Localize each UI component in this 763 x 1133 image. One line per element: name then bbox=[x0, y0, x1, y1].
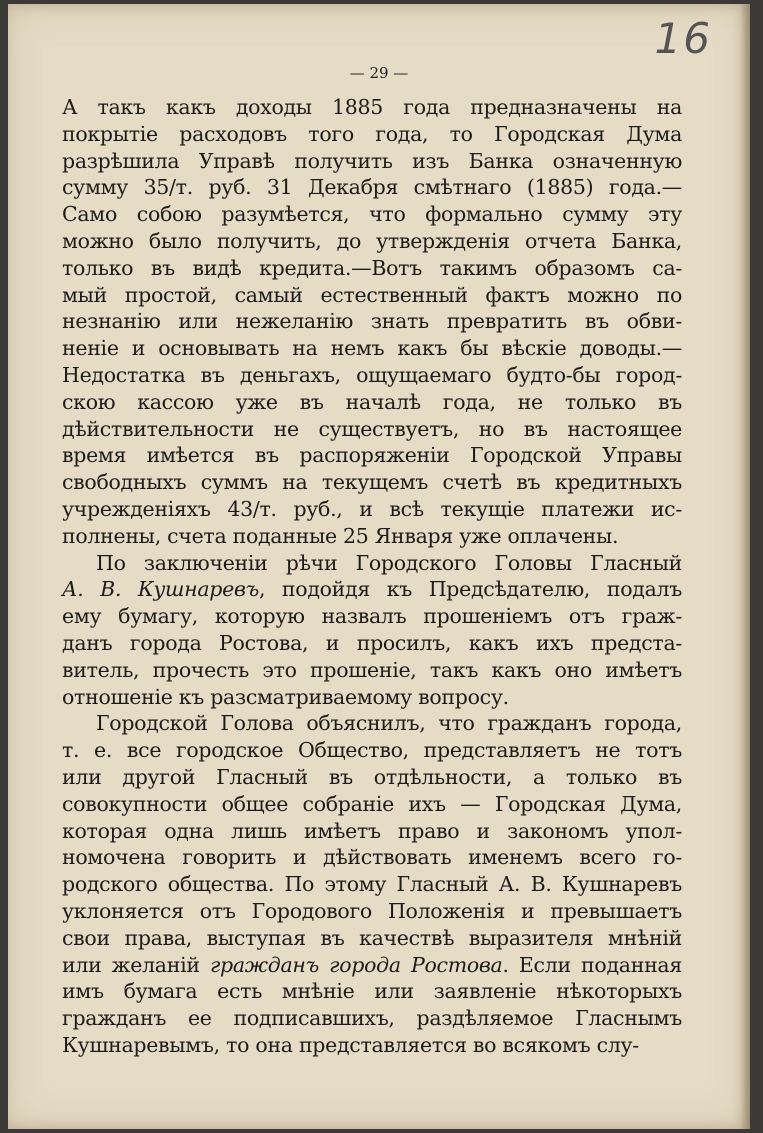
text-line: незнанію или нежеланію знать превратить въ обви- bbox=[62, 309, 682, 334]
page-number: — 29 — bbox=[349, 64, 409, 82]
text-line: учрежденіяхъ 43/т. руб., и всѣ текущіе платежи ис- bbox=[62, 496, 682, 521]
text-line: Недостатка въ деньгахъ, ощущаемаго будто-бы город- bbox=[62, 362, 682, 387]
text-line: мый простой, самый естественный фактъ можно по bbox=[62, 282, 682, 307]
text-line: Кушнаревымъ, то она представляется во всякомъ слу- bbox=[62, 1032, 639, 1057]
handwritten-folio-number: 16 bbox=[654, 14, 712, 63]
text-line: сумму 35/т. руб. 31 Декабря смѣтнаго (1885) года.— bbox=[62, 175, 682, 200]
text-line: отношеніе къ разсматриваемому вопросу. bbox=[62, 684, 509, 709]
document-page bbox=[8, 4, 750, 1129]
text-line: или другой Гласный въ отдѣльности, а только въ bbox=[62, 764, 682, 789]
text-line: свободныхъ суммъ на текущемъ счетѣ въ кредитныхъ bbox=[62, 470, 682, 495]
text-line: которая одна лишь имѣетъ право и закономъ упол- bbox=[62, 818, 682, 843]
page-edge-shadow bbox=[740, 4, 750, 1129]
text-line: имъ бумага есть мнѣніе или заявленіе нѣкоторыхъ bbox=[62, 979, 682, 1004]
text-line: полнены, счета поданные 25 Января уже оплачены. bbox=[62, 523, 619, 548]
text-line: совокупности общее собраніе ихъ — Городская Дума, bbox=[62, 791, 682, 816]
text-line: неніе и основывать на немъ какъ бы вѣскіе доводы.— bbox=[62, 336, 682, 361]
text-line: уклоняется отъ Городового Положенія и превышаетъ bbox=[62, 898, 682, 923]
text-line: гражданъ ее подписавшихъ, раздѣляемое Гласнымъ bbox=[62, 1006, 682, 1031]
text-line: Городской Голова объяснилъ, что гражданъ города, bbox=[96, 711, 682, 736]
text-line: время имѣется въ распоряженіи Городской Управы bbox=[62, 443, 682, 468]
text-line: или желаній гражданъ города Ростова. Если поданная bbox=[62, 952, 682, 977]
text-line: разрѣшила Управѣ получить изъ Банка означенную bbox=[62, 148, 682, 173]
text-line: ему бумагу, которую назвалъ прошеніемъ отъ граж- bbox=[62, 604, 682, 629]
text-line: А такъ какъ доходы 1885 года предназначены на bbox=[62, 95, 682, 119]
text-line: родского общества. По этому Гласный А. В. Кушнаревъ bbox=[62, 872, 682, 897]
text-line: По заключеніи рѣчи Городского Головы Гласный bbox=[96, 550, 682, 575]
text-line: Само собою разумѣется, что формально сумму эту bbox=[62, 202, 682, 227]
text-line: А. В. Кушнаревъ, подойдя къ Предсѣдателю, подалъ bbox=[62, 577, 682, 602]
text-line: витель, прочесть это прошеніе, такъ какъ оно имѣетъ bbox=[62, 657, 682, 682]
text-line: т. е. все городское Общество, представляетъ не тотъ bbox=[62, 738, 682, 763]
text-line: дѣйствительности не существуетъ, но въ настоящее bbox=[62, 416, 682, 441]
text-line: номочена говорить и дѣйствовать именемъ всего го- bbox=[62, 845, 682, 870]
text-line: можно было получить, до утвержденія отчета Банка, bbox=[62, 228, 682, 253]
text-line: свои права, выступая въ качествѣ выразителя мнѣній bbox=[62, 925, 682, 950]
text-line: данъ города Ростова, и просилъ, какъ ихъ предста- bbox=[62, 630, 682, 655]
text-line: только въ видѣ кредита.—Вотъ такимъ образомъ са- bbox=[62, 255, 682, 280]
body-text bbox=[62, 94, 682, 1059]
text-line: покрытіе расходовъ того года, то Городская Дума bbox=[62, 121, 682, 146]
text-line: скою кассою уже въ началѣ года, не только въ bbox=[62, 389, 682, 414]
